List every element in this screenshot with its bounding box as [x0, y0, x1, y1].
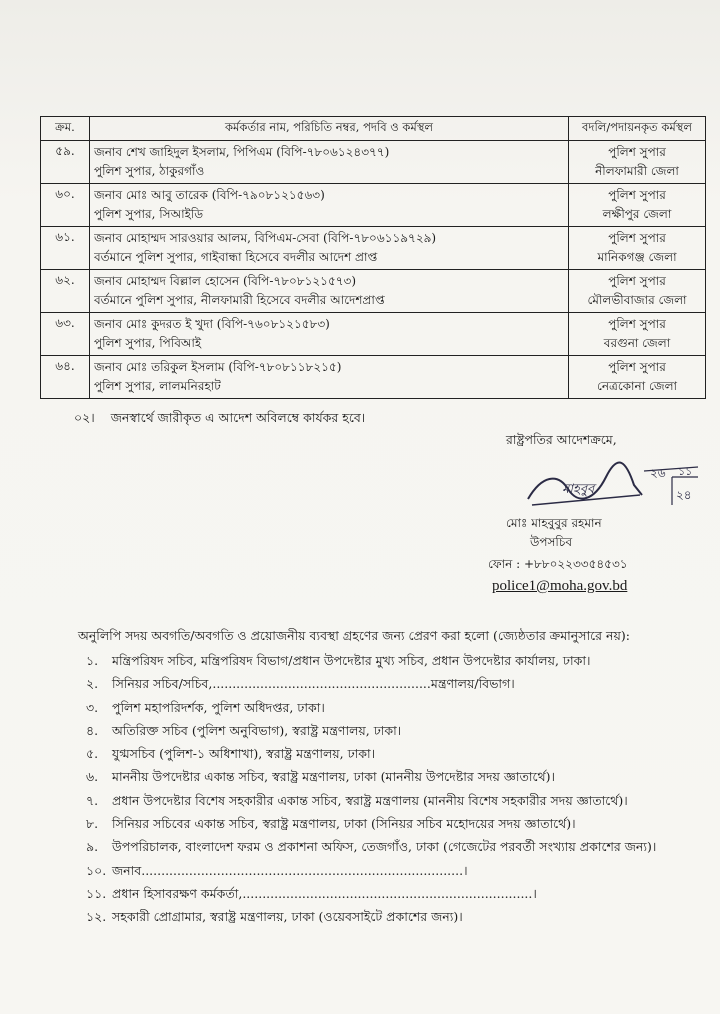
- posting-district: নীলফামারী জেলা: [595, 164, 679, 178]
- row-officer: [90, 184, 569, 227]
- list-item-text: মাননীয় উপদেষ্টার একান্ত সচিব, স্বরাষ্ট্র মন্ত্রণালয়, ঢাকা (মাননীয় উপদেষ্টার সদয় জ্ঞাতার্থে)।: [112, 769, 555, 785]
- list-item-number: ১০.: [86, 862, 107, 878]
- row-officer: [90, 141, 569, 184]
- row-posting: [569, 356, 706, 399]
- signatory-phone: ফোন : +৮৮০২২৩৩৫৪৫৩১: [488, 557, 628, 571]
- list-item-number: ৩.: [86, 699, 99, 715]
- list-item: [86, 696, 706, 719]
- list-item-text: পুলিশ মহাপরিদর্শক, পুলিশ অধিদপ্তর, ঢাকা।: [112, 699, 325, 715]
- signature-date-day: ২৬: [650, 466, 666, 480]
- list-item-text: যুগ্মসচিব (পুলিশ-১ অধিশাখা), স্বরাষ্ট্র মন্ত্রণালয়, ঢাকা।: [112, 746, 376, 762]
- table-row: [41, 356, 706, 399]
- list-item-number: ৮.: [86, 816, 99, 832]
- order-number: ০২।: [74, 410, 95, 425]
- order-text: জনস্বার্থে জারীকৃত এ আদেশ অবিলম্বে কার্যকর হবে।: [110, 410, 366, 425]
- copy-distribution-heading: অনুলিপি সদয় অবগতি/অবগতি ও প্রয়োজনীয় ব্যবস্থা গ্রহণের জন্য প্রেরণ করা হলো (জ্যেষ্ঠতার ক্রমানুসারে নয়):: [78, 628, 630, 643]
- list-item: [86, 765, 706, 788]
- posting-district: লক্ষীপুর জেলা: [602, 207, 672, 221]
- posting-district: মৌলভীবাজার জেলা: [587, 293, 687, 307]
- row-posting: [569, 141, 706, 184]
- officer-name-line: জনাব শেখ জাহিদুল ইসলাম, পিপিএম (বিপি-৭৮০৬১২৪৩৭৭): [94, 145, 390, 159]
- header-serial: ক্রম.: [41, 117, 90, 141]
- list-item: [86, 835, 706, 858]
- table-row: [41, 227, 706, 270]
- header-posting: বদলি/পদায়নকৃত কর্মস্থল: [569, 117, 706, 141]
- posting-title: পুলিশ সুপার: [608, 274, 666, 288]
- signatory-email[interactable]: police1@moha.gov.bd: [492, 578, 628, 594]
- officer-current-post: পুলিশ সুপার, পিবিআই: [94, 336, 202, 350]
- by-order-line: রাষ্ট্রপতির আদেশক্রমে,: [506, 432, 617, 447]
- row-serial: ৫৯.: [41, 141, 90, 184]
- list-item: [86, 859, 706, 882]
- table-row: [41, 313, 706, 356]
- list-item-text: প্রধান উপদেষ্টার বিশেষ সহকারীর একান্ত সচিব, স্বরাষ্ট্র মন্ত্রণালয় (মাননীয় বিশেষ সহকারীর সদয় জ্ঞাতার্থে)।: [112, 792, 628, 808]
- row-posting: [569, 270, 706, 313]
- row-posting: [569, 227, 706, 270]
- list-item-text: মন্ত্রিপরিষদ সচিব, মন্ত্রিপরিষদ বিভাগ/প্রধান উপদেষ্টার মুখ্য সচিব, প্রধান উপদেষ্টার কার্যালয়, ঢাকা।: [112, 653, 591, 668]
- officer-name-line: জনাব মোঃ তরিকুল ইসলাম (বিপি-৭৮০৮১১৮২১৫): [94, 360, 342, 374]
- row-officer: [90, 313, 569, 356]
- list-item-number: ৬.: [86, 769, 99, 785]
- posting-title: পুলিশ সুপার: [608, 231, 666, 245]
- posting-district: বরগুনা জেলা: [603, 336, 671, 350]
- table-row: [41, 184, 706, 227]
- posting-district: নেত্রকোনা জেলা: [596, 379, 678, 393]
- table-row: [41, 270, 706, 313]
- list-item-number: ৭.: [86, 792, 99, 808]
- copy-distribution-list: [86, 649, 706, 929]
- officer-current-post: বর্তমানে পুলিশ সুপার, গাইবান্ধা হিসেবে বদলীর আদেশ প্রাপ্ত: [94, 250, 378, 264]
- officer-current-post: বর্তমানে পুলিশ সুপার, নীলফামারী হিসেবে বদলীর আদেশপ্রাপ্ত: [94, 293, 385, 307]
- list-item-number: ১১.: [86, 885, 107, 901]
- list-item-number: ৪.: [86, 722, 99, 738]
- row-serial: ৬০.: [41, 184, 90, 227]
- list-item-text: সহকারী প্রোগ্রামার, স্বরাষ্ট্র মন্ত্রণালয়, ঢাকা (ওয়েবসাইটে প্রকাশের জন্য)।: [112, 909, 463, 925]
- row-serial: ৬২.: [41, 270, 90, 313]
- posting-title: পুলিশ সুপার: [608, 188, 666, 202]
- list-item-number: ৯.: [86, 839, 99, 855]
- row-officer: [90, 270, 569, 313]
- list-item-text: সিনিয়র সচিবের একান্ত সচিব, স্বরাষ্ট্র মন্ত্রণালয়, ঢাকা (সিনিয়র সচিব মহোদয়ের সদয় জ্ঞাতার্থে)।: [112, 816, 576, 832]
- table-row: [41, 141, 706, 184]
- row-posting: [569, 313, 706, 356]
- list-item: [86, 742, 706, 765]
- handwritten-signature: [522, 455, 702, 515]
- table-header-row: [41, 117, 706, 141]
- officer-name-line: জনাব মোঃ কুদরত ই খুদা (বিপি-৭৬০৮১২১৫৮৩): [94, 317, 330, 331]
- list-item-number: ১২.: [86, 909, 107, 925]
- list-item-number: ৫.: [86, 746, 99, 762]
- list-item: [86, 649, 706, 672]
- header-officer: কর্মকর্তার নাম, পরিচিতি নম্বর, পদবি ও কর্মস্থল: [90, 117, 569, 141]
- officer-current-post: পুলিশ সুপার, ঠাকুরগাঁও: [94, 164, 205, 178]
- officer-name-line: জনাব মোহাম্মদ বিল্লাল হোসেন (বিপি-৭৮০৮১২১৫৭৩): [94, 274, 357, 288]
- posting-district: মানিকগঞ্জ জেলা: [597, 250, 677, 264]
- signature-date-month: ১১: [678, 465, 693, 478]
- list-item-text: অতিরিক্ত সচিব (পুলিশ অনুবিভাগ), স্বরাষ্ট্র মন্ত্রণালয়, ঢাকা।: [112, 722, 402, 738]
- posting-title: পুলিশ সুপার: [608, 360, 666, 374]
- officer-name-line: জনাব মোহাম্মদ সারওয়ার আলম, বিপিএম-সেবা (বিপি-৭৮০৬১১৯৭২৯): [94, 231, 437, 245]
- row-serial: ৬৩.: [41, 313, 90, 356]
- list-item-text: প্রধান হিসাবরক্ষণ কর্মকর্তা,.........................................................................।: [112, 885, 537, 901]
- list-item: [86, 812, 706, 835]
- list-item-number: ১.: [86, 653, 99, 668]
- officer-current-post: পুলিশ সুপার, লালমনিরহাট: [94, 379, 221, 393]
- posting-title: পুলিশ সুপার: [608, 317, 666, 331]
- order-clause: [74, 410, 365, 430]
- signature-date-year: ২৪: [676, 488, 692, 502]
- signatory-designation: উপসচিব: [530, 535, 573, 549]
- posting-title: পুলিশ সুপার: [608, 145, 666, 159]
- list-item: [86, 672, 706, 695]
- list-item-text: উপপরিচালক, বাংলাদেশ ফরম ও প্রকাশনা অফিস, তেজগাঁও, ঢাকা (গেজেটের পরবর্তী সংখ্যায় প্রকাশের জন্য)।: [112, 839, 657, 855]
- row-officer: [90, 356, 569, 399]
- list-item-text: জনাব.................................................................................।: [112, 862, 468, 878]
- row-serial: ৬৪.: [41, 356, 90, 399]
- row-serial: ৬১.: [41, 227, 90, 270]
- transfer-table: [40, 116, 706, 399]
- list-item-text: সিনিয়র সচিব/সচিব,.......................................................মন্ত্রণালয়/বিভাগ।: [112, 676, 515, 692]
- list-item: [86, 882, 706, 905]
- list-item: [86, 789, 706, 812]
- officer-name-line: জনাব মোঃ আবু তারেক (বিপি-৭৯০৮১২১৫৬৩): [94, 188, 325, 202]
- list-item: [86, 719, 706, 742]
- signatory-name: মোঃ মাহবুবুর রহমান: [506, 516, 602, 530]
- list-item: [86, 905, 706, 928]
- row-officer: [90, 227, 569, 270]
- officer-current-post: পুলিশ সুপার, সিআইডি: [94, 207, 204, 221]
- row-posting: [569, 184, 706, 227]
- signature-mark: মাহবুব: [562, 482, 595, 497]
- list-item-number: ২.: [86, 676, 99, 692]
